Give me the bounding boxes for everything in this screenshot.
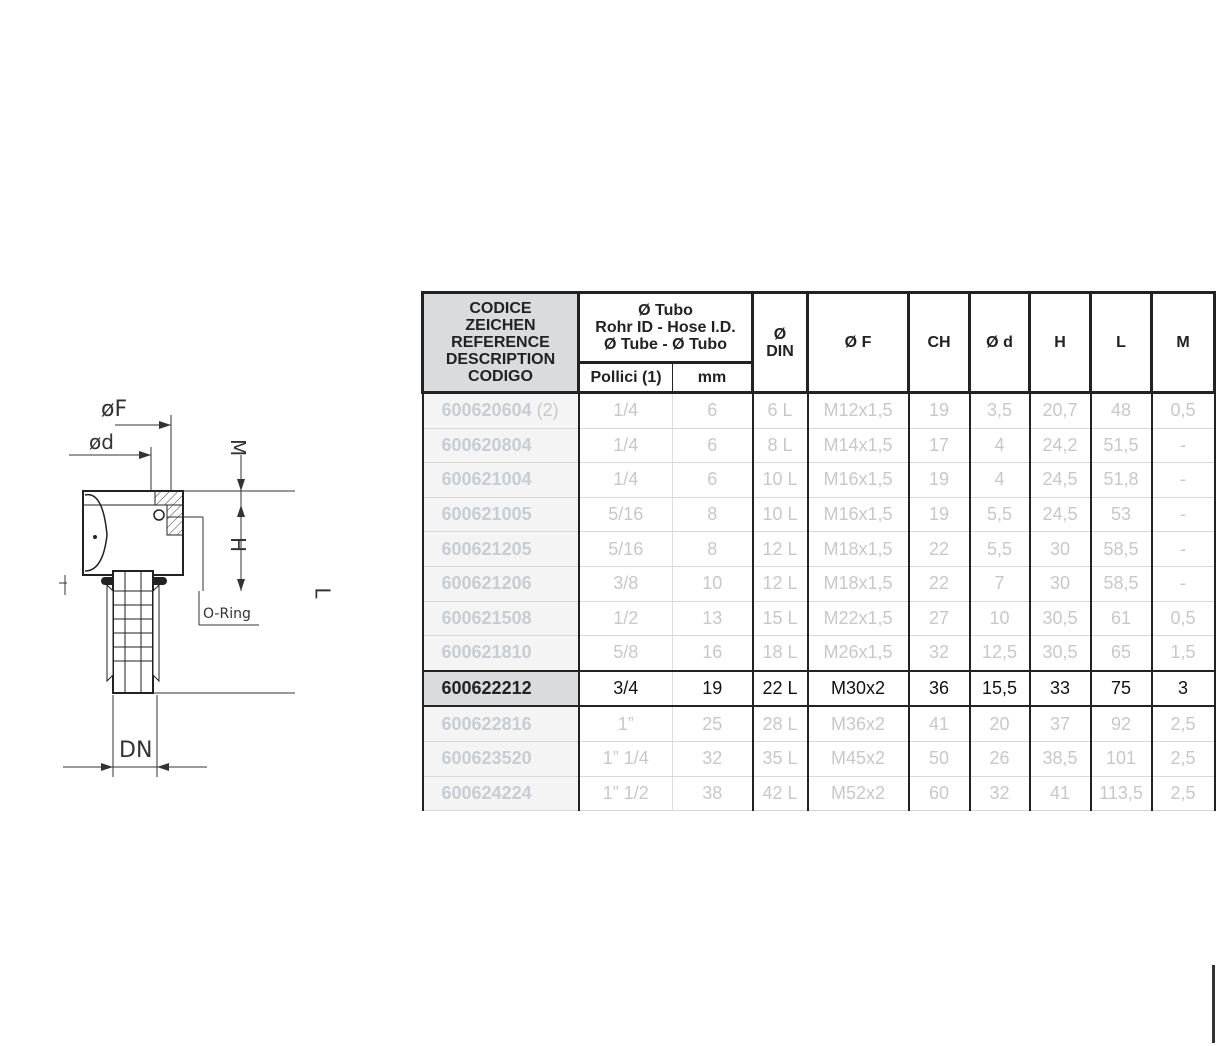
part-code: 600623520 [441,748,532,769]
tube-mm-cell: 38 [673,776,753,811]
header-f: Ø F [808,293,909,393]
table-row [423,741,1215,776]
tube-mm-cell: 6 [673,393,753,429]
part-code: 600621004 [441,469,532,490]
spec-table-container [421,291,1213,811]
bore-d-cell: 10 [970,601,1030,636]
bore-d-cell: 12,5 [970,636,1030,671]
m-cell: 2,5 [1152,741,1215,776]
h-cell: 30 [1030,532,1091,567]
tube-mm-cell: 19 [673,671,753,707]
din-cell: 8 L [753,428,808,463]
tube-inches-cell: 5/8 [579,636,673,671]
part-code: 600621810 [441,642,532,663]
m-cell: 0,5 [1152,601,1215,636]
thread-f-cell: M18x1,5 [808,532,909,567]
din-cell: 18 L [753,636,808,671]
l-cell: 51,8 [1091,463,1152,498]
table-row [423,566,1215,601]
h-cell: 24,5 [1030,463,1091,498]
l-cell: 75 [1091,671,1152,707]
thread-f-cell: M14x1,5 [808,428,909,463]
table-row [423,706,1215,741]
ch-cell: 22 [909,532,970,567]
ch-cell: 27 [909,601,970,636]
ch-cell: 19 [909,393,970,429]
tube-inches-cell: 1” 1/2 [579,776,673,811]
dim-label-M: M [226,439,250,457]
part-code: 600622212 [441,678,532,699]
thread-f-cell: M12x1,5 [808,393,909,429]
tube-mm-cell: 8 [673,532,753,567]
header-tube: Ø Tubo Rohr ID - Hose I.D. Ø Tube - Ø Tubo [579,293,753,363]
part-code-note: (2) [531,400,559,421]
l-cell: 65 [1091,636,1152,671]
h-cell: 33 [1030,671,1091,707]
bore-d-cell: 26 [970,741,1030,776]
dim-label-dF: øF [101,397,128,422]
thread-f-cell: M30x2 [808,671,909,707]
tube-inches-cell: 5/16 [579,532,673,567]
din-cell: 15 L [753,601,808,636]
tube-inches-cell: 1” 1/4 [579,741,673,776]
part-code-cell [423,636,579,671]
thread-f-cell: M16x1,5 [808,497,909,532]
header-din: Ø DIN [753,293,808,393]
din-cell: 10 L [753,463,808,498]
part-code: 600621508 [441,607,532,628]
thread-f-cell: M36x2 [808,706,909,741]
part-code: 600621205 [441,538,532,559]
part-code: 600624224 [441,782,532,803]
oring-label: O-Ring [203,606,251,622]
din-cell: 42 L [753,776,808,811]
dim-label-dn: DN [119,738,153,763]
l-cell: 48 [1091,393,1152,429]
page-edge-mark [1212,965,1215,1043]
h-cell: 20,7 [1030,393,1091,429]
bore-d-cell: 4 [970,428,1030,463]
table-row [423,393,1215,429]
h-cell: 30,5 [1030,601,1091,636]
part-code: 600620804 [441,434,532,455]
spec-table-body [423,393,1215,811]
tube-inches-cell: 1/4 [579,428,673,463]
m-cell: 2,5 [1152,706,1215,741]
l-cell: 51,5 [1091,428,1152,463]
din-cell: 6 L [753,393,808,429]
thread-f-cell: M22x1,5 [808,601,909,636]
din-cell: 10 L [753,497,808,532]
table-row [423,497,1215,532]
din-cell: 12 L [753,532,808,567]
tube-inches-cell: 3/8 [579,566,673,601]
l-cell: 53 [1091,497,1152,532]
bore-d-cell: 4 [970,463,1030,498]
table-row [423,428,1215,463]
h-cell: 38,5 [1030,741,1091,776]
h-cell: 30 [1030,566,1091,601]
ch-cell: 22 [909,566,970,601]
din-cell: 12 L [753,566,808,601]
part-code-cell [423,776,579,811]
part-code-cell [423,741,579,776]
part-code-cell [423,463,579,498]
bore-d-cell: 5,5 [970,497,1030,532]
h-cell: 24,2 [1030,428,1091,463]
m-cell: - [1152,532,1215,567]
h-cell: 30,5 [1030,636,1091,671]
h-cell: 24,5 [1030,497,1091,532]
header-tube-mm: mm [673,363,753,393]
part-code: 600620604 [441,400,532,421]
l-cell: 113,5 [1091,776,1152,811]
m-cell: - [1152,428,1215,463]
tube-mm-cell: 6 [673,463,753,498]
m-cell: - [1152,566,1215,601]
part-code-cell [423,497,579,532]
table-row [423,671,1215,707]
ch-cell: 17 [909,428,970,463]
bore-d-cell: 15,5 [970,671,1030,707]
header-code: CODICE ZEICHEN REFERENCE DESCRIPTION CODIGO [423,293,579,393]
header-l: L [1091,293,1152,393]
table-row [423,601,1215,636]
tube-mm-cell: 8 [673,497,753,532]
din-cell: 28 L [753,706,808,741]
tube-inches-cell: 3/4 [579,671,673,707]
spec-table [421,291,1216,811]
tube-mm-cell: 6 [673,428,753,463]
ch-cell: 41 [909,706,970,741]
m-cell: 2,5 [1152,776,1215,811]
table-row [423,776,1215,811]
l-cell: 58,5 [1091,532,1152,567]
part-code-cell [423,532,579,567]
tube-mm-cell: 13 [673,601,753,636]
ch-cell: 19 [909,463,970,498]
thread-f-cell: M26x1,5 [808,636,909,671]
part-code: 600621206 [441,573,532,594]
part-code-cell [423,601,579,636]
ch-cell: 60 [909,776,970,811]
tube-inches-cell: 1” [579,706,673,741]
dim-label-L: L [310,587,335,599]
header-tube-inches: Pollici (1) [579,363,673,393]
l-cell: 61 [1091,601,1152,636]
din-cell: 35 L [753,741,808,776]
tube-inches-cell: 1/4 [579,393,673,429]
thread-f-cell: M16x1,5 [808,463,909,498]
h-cell: 41 [1030,776,1091,811]
dim-label-dd: ød [89,430,114,454]
ch-cell: 36 [909,671,970,707]
table-row [423,636,1215,671]
part-code-cell [423,671,579,707]
part-code-cell [423,706,579,741]
header-ch: CH [909,293,970,393]
bore-d-cell: 3,5 [970,393,1030,429]
thread-f-cell: M18x1,5 [808,566,909,601]
part-code: 600622816 [441,713,532,734]
m-cell: - [1152,463,1215,498]
h-cell: 37 [1030,706,1091,741]
bore-d-cell: 32 [970,776,1030,811]
l-cell: 92 [1091,706,1152,741]
table-row [423,463,1215,498]
ch-cell: 50 [909,741,970,776]
header-h: H [1030,293,1091,393]
bore-d-cell: 7 [970,566,1030,601]
tube-inches-cell: 1/4 [579,463,673,498]
ch-cell: 32 [909,636,970,671]
tube-mm-cell: 25 [673,706,753,741]
part-code-cell [423,393,579,429]
bore-d-cell: 5,5 [970,532,1030,567]
table-row [423,532,1215,567]
dim-label-H: H [226,537,250,553]
m-cell: 0,5 [1152,393,1215,429]
tube-inches-cell: 1/2 [579,601,673,636]
m-cell: 1,5 [1152,636,1215,671]
tube-inches-cell: 5/16 [579,497,673,532]
part-code-cell [423,428,579,463]
tube-mm-cell: 10 [673,566,753,601]
part-code: 600621005 [441,504,532,525]
l-cell: 101 [1091,741,1152,776]
ch-cell: 19 [909,497,970,532]
bore-d-cell: 20 [970,706,1030,741]
tube-mm-cell: 32 [673,741,753,776]
thread-f-cell: M52x2 [808,776,909,811]
header-d: Ø d [970,293,1030,393]
thread-f-cell: M45x2 [808,741,909,776]
m-cell: - [1152,497,1215,532]
header-m: M [1152,293,1215,393]
fitting-drawing [55,385,335,805]
tube-mm-cell: 16 [673,636,753,671]
din-cell: 22 L [753,671,808,707]
l-cell: 58,5 [1091,566,1152,601]
m-cell: 3 [1152,671,1215,707]
part-code-cell [423,566,579,601]
